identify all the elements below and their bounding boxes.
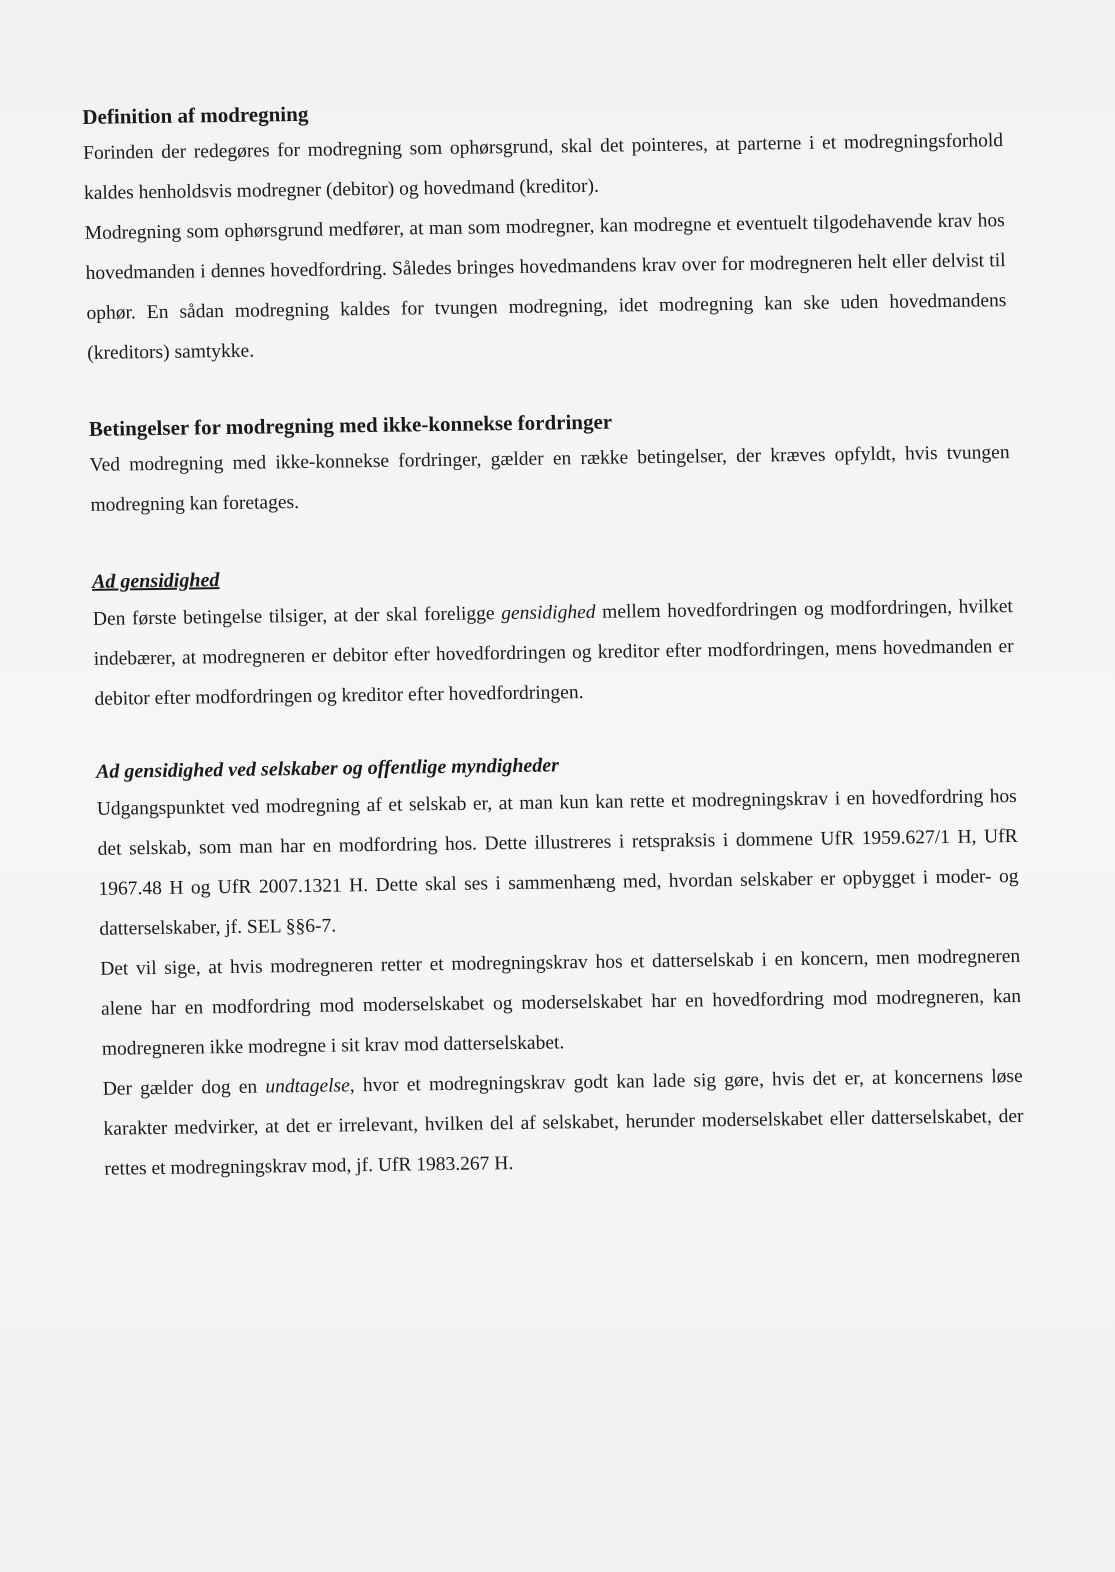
paragraph-companies-3 (102, 1057, 1024, 1190)
heading-definition: Definition af modregning (82, 101, 309, 129)
emphasis-undtagelse: undtagelse (265, 1075, 351, 1098)
paragraph-companies-1: Udgangspunktet ved modregning af et selskab er, at man kun kan rette et modregningskrav i en hovedfordring hos det selskab, som man har en modfordring hos. Dette illustreres i retspraksis i dommene UfR 1959.627/1 H, UfR 1967.48 H og UfR 2007.1321 H. Dette skal ses i sammenhæng med, hvordan selskaber er opbygget i moder- og datterselskaber, jf. SEL §§6-7. (96, 786, 1019, 940)
text-run: Den første betingelse tilsiger, at der skal foreligge (92, 603, 502, 630)
subheading-companies: Ad gensidighed ved selskaber og offentlige myndigheder (95, 754, 560, 783)
text-run: Der gælder dog en (102, 1076, 266, 1100)
document-body (82, 87, 1025, 1190)
paragraph-definition-1: Forinden der redegøres for modregning som ophørsgrund, skal det pointeres, at parterne i et modregningsforhold kaldes henholdsvis modregner (debitor) og hovedmand (kreditor). (82, 130, 1004, 204)
heading-conditions: Betingelser for modregning med ikke-konnekse fordringer (88, 409, 613, 441)
paragraph-mutuality-1 (92, 587, 1014, 720)
paragraph-companies-2: Det vil sige, at hvis modregneren retter et modregningskrav hos et datterselskab i en koncern, men modregneren alene har en modfordring mod moderselskabet og moderselskabet har en hovedfordring mod modregneren, kan modregneren ikke modregne i sit krav mod datterselskabet. (99, 945, 1022, 1060)
text-run: mellem hovedfordringen og modfordringen, hvilket indebærer, at modregneren er debitor efter hovedfordringen og kreditor efter modfordringen, mens hovedmanden er debitor efter modfordringen og kreditor efter hovedfordringen. (93, 596, 1014, 710)
paragraph-conditions-1: Ved modregning med ikke-konnekse fordringer, gælder en række betingelser, der kræves opfyldt, hvis tvungen modregning kan foretages. (89, 442, 1010, 516)
text-run: , hvor et modregningskrav godt kan lade sig gøre, hvis det er, at koncernens løse karakter medvirker, at det er irrelevant, hvilken del af selskabet, herunder moderselskabet eller datterselskabet, der rettes et modregningskrav mod, jf. UfR 1983.267 H. (103, 1065, 1024, 1180)
subheading-mutuality: Ad gensidighed (91, 569, 220, 593)
paragraph-definition-2: Modregning som ophørsgrund medfører, at man som modregner, kan modregne et eventuelt tilgodehavende krav hos hovedmanden i dennes hovedfordring. Således bringes hovedmandens krav over for modregneren helt eller delvist til ophør. En sådan modregning kaldes for tvungen modregning, idet modregning kan ske uden hovedmandens (kreditors) samtykke. (84, 210, 1007, 364)
emphasis-gensidighed: gensidighed (501, 601, 596, 625)
